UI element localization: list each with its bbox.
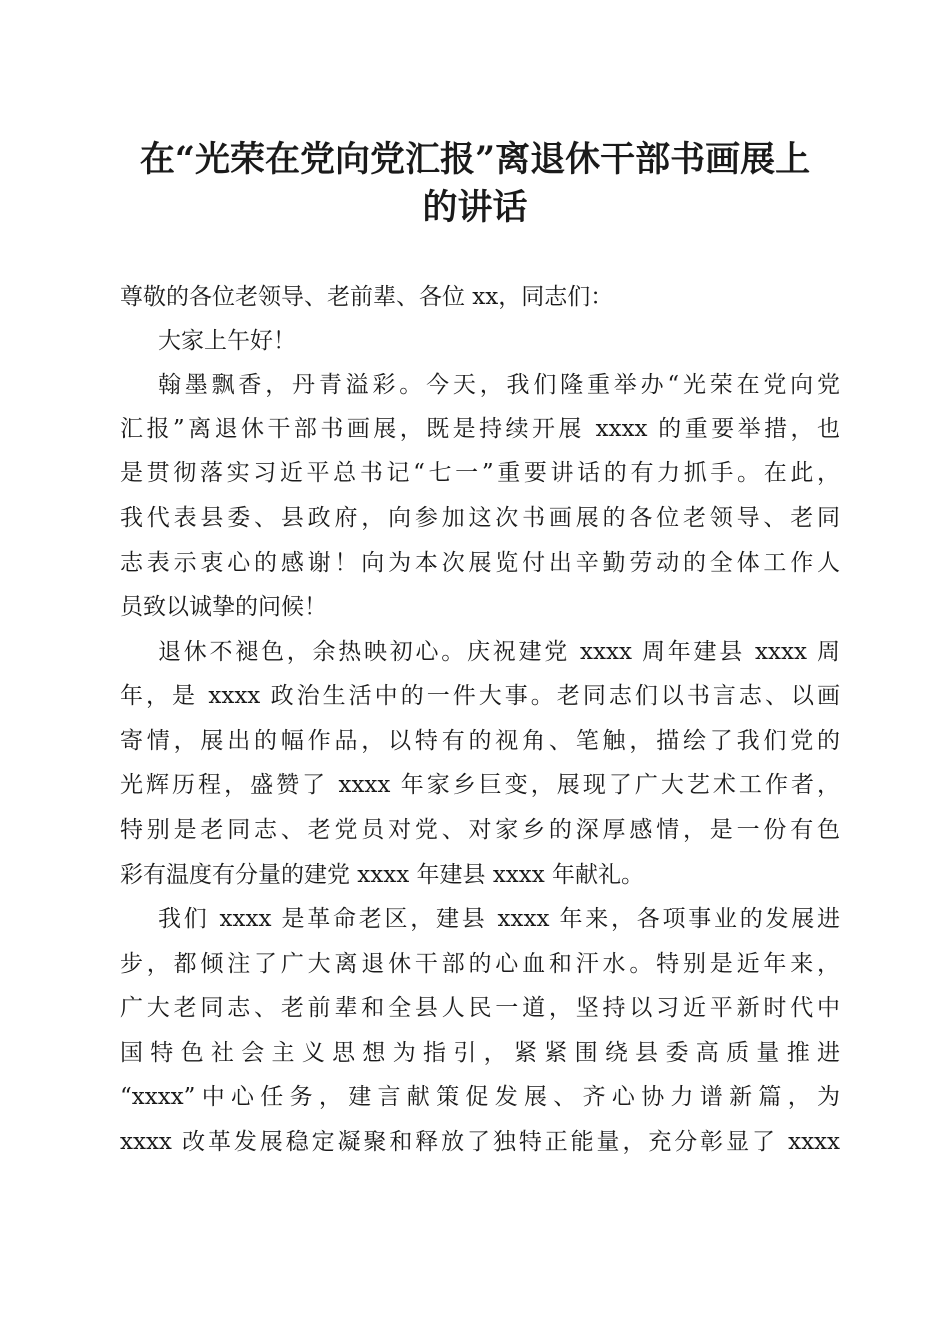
paragraph-line: 员致以诚挚的问候！ xyxy=(120,594,327,620)
paragraph-line: 特别是老同志、老党员对党、对家乡的深厚感情，是一份有色 xyxy=(120,817,840,843)
document-title-line-1: 在“光荣在党向党汇报”离退休干部书画展上 xyxy=(139,139,811,180)
paragraph-line: 年，是 xxxx 政治生活中的一件大事。老同志们以书言志、以画 xyxy=(120,683,840,709)
paragraph-line: “xxxx”中心任务，建言献策促发展、齐心协力谱新篇，为 xyxy=(120,1084,840,1110)
document-title-line-2: 的讲话 xyxy=(422,187,528,228)
paragraph-line: 汇报”离退休干部书画展，既是持续开展 xxxx 的重要举措，也 xyxy=(120,416,840,442)
salutation: 尊敬的各位老领导、老前辈、各位 xx，同志们： xyxy=(120,284,614,310)
paragraph-line: 志表示衷心的感谢！向为本次展览付出辛勤劳动的全体工作人 xyxy=(120,550,840,576)
greeting: 大家上午好！ xyxy=(158,328,296,354)
paragraph-line: 广大老同志、老前辈和全县人民一道，坚持以习近平新时代中 xyxy=(120,995,840,1021)
paragraph-line: 是贯彻落实习近平总书记“七一”重要讲话的有力抓手。在此， xyxy=(120,460,840,486)
paragraph-line: 我们 xxxx 是革命老区，建县 xxxx 年来，各项事业的发展进 xyxy=(158,906,840,932)
paragraph-line: 翰墨飘香，丹青溢彩。今天，我们隆重举办“光荣在党向党 xyxy=(158,372,840,398)
paragraph-line: xxxx 改革发展稳定凝聚和释放了独特正能量，充分彰显了 xxxx xyxy=(120,1129,840,1155)
paragraph-line: 国特色社会主义思想为指引，紧紧围绕县委高质量推进 xyxy=(120,1040,840,1066)
paragraph-line: 步，都倾注了广大离退休干部的心血和汗水。特别是近年来， xyxy=(120,951,840,977)
paragraph-line: 光辉历程，盛赞了 xxxx 年家乡巨变，展现了广大艺术工作者， xyxy=(120,772,840,798)
paragraph-line: 退休不褪色，余热映初心。庆祝建党 xxxx 周年建县 xxxx 周 xyxy=(158,639,840,665)
paragraph-line: 我代表县委、县政府，向参加这次书画展的各位老领导、老同 xyxy=(120,505,840,531)
paragraph-line: 彩有温度有分量的建党 xxxx 年建县 xxxx 年献礼。 xyxy=(120,862,645,888)
paragraph-line: 寄情，展出的幅作品，以特有的视角、笔触，描绘了我们党的 xyxy=(120,728,840,754)
